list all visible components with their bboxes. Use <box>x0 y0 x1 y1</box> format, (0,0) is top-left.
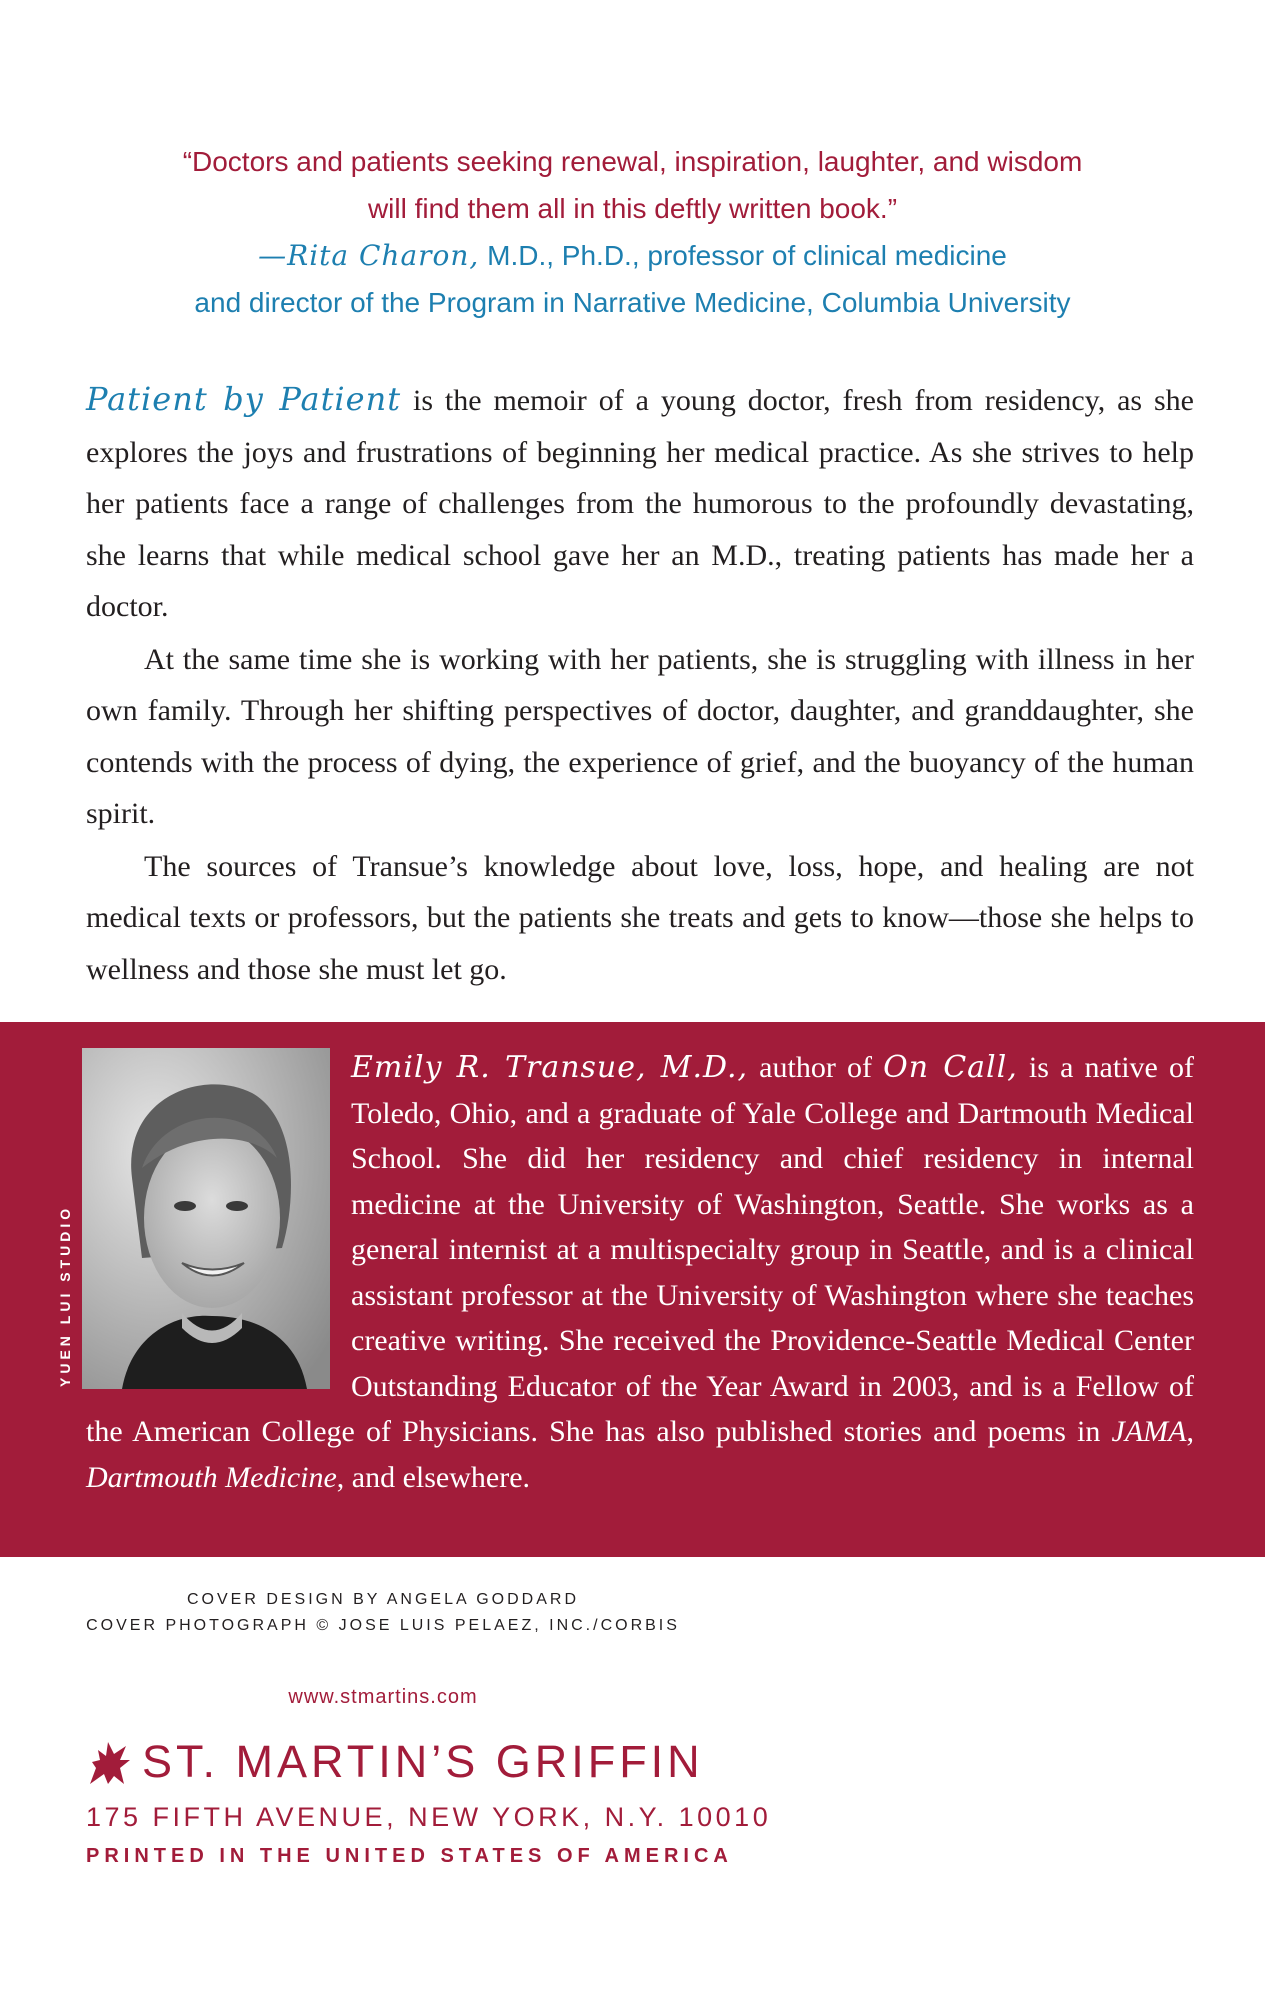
publisher-url: www.stmartins.com <box>288 1686 478 1708</box>
quote-line-2: will find them all in this deftly written book.” <box>367 193 898 224</box>
quote-attribution-line-2: and director of the Program in Narrative Medicine, Columbia University <box>194 287 1071 318</box>
author-name: Emily R. Transue, M.D., <box>351 1050 749 1085</box>
book-description <box>86 374 1194 995</box>
publisher-name: ST. MARTIN’S GRIFFIN <box>142 1736 704 1787</box>
bio-separator: , <box>1186 1415 1194 1448</box>
previous-book-title: On Call, <box>883 1050 1018 1085</box>
description-p1-text: is the memoir of a young doctor, fresh from residency, as she explores the joys and frustrations of beginning her medical practice. As she strives to help her patients face a range of challenges from the humorous to the profoundly devastating, she learns that while medical school gave her an M.D., treating patients has made her a doctor. <box>86 384 1195 623</box>
description-paragraph-2: At the same time she is working with her patients, she is struggling with illness in her own family. Through her shifting perspectives of doctor, daughter, and granddaughter, she contends with the process of dying, the experience of grief, and the buoyancy of the human spirit. <box>86 642 1194 830</box>
photo-float-spacer <box>86 1045 351 1381</box>
attribution-name: —Rita Charon, <box>258 239 480 272</box>
description-paragraph-1 <box>86 374 1194 633</box>
endorsement-quote <box>0 138 1265 326</box>
publication-dartmouth-medicine: Dartmouth Medicine <box>86 1460 337 1494</box>
publisher-block <box>86 1734 771 1868</box>
cover-photo-credit: COVER PHOTOGRAPH © JOSE LUIS PELAEZ, INC./CORBIS <box>86 1617 680 1634</box>
publisher-address: 175 FIFTH AVENUE, NEW YORK, N.Y. 10010 <box>86 1802 772 1832</box>
quote-attribution <box>0 232 1265 279</box>
photo-credit: YUEN LUI STUDIO <box>57 1204 73 1387</box>
author-bio <box>86 1045 1194 1500</box>
cover-credits <box>0 1587 766 1639</box>
book-title: Patient by Patient <box>86 380 402 418</box>
printed-in: PRINTED IN THE UNITED STATES OF AMERICA <box>86 1845 733 1867</box>
publication-jama: JAMA <box>1111 1415 1187 1448</box>
griffin-icon <box>86 1738 132 1786</box>
publisher-name-row <box>86 1734 771 1790</box>
attribution-credentials: M.D., Ph.D., professor of clinical medicine <box>479 240 1007 271</box>
bio-text-c: , and elsewhere. <box>336 1460 531 1494</box>
bio-text-a: author of <box>748 1051 884 1084</box>
bio-text-b: is a native of Toledo, Ohio, and a graduate of Yale College and Dartmouth Medical School. She did her residency and chief residency in internal medicine at the University of Washington, Seattle. She works as a general internist at a multispecialty group in Seattle, and is a clinical assistant professor at the University of Washington where she teaches creative writing. She received the Providence-Seattle Medical Center Outstanding Educator of the Year Award in 2003, and is a Fellow of the American College of Physicians. She has also published stories and poems in <box>86 1051 1194 1448</box>
cover-design-credit: COVER DESIGN BY ANGELA GODDARD <box>186 1591 579 1608</box>
quote-line-1: “Doctors and patients seeking renewal, inspiration, laughter, and wisdom <box>182 146 1083 177</box>
description-paragraph-3: The sources of Transue’s knowledge about love, loss, hope, and healing are not medical texts or professors, but the patients she treats and gets to know—those she helps to wellness and those she must let go. <box>86 849 1194 986</box>
